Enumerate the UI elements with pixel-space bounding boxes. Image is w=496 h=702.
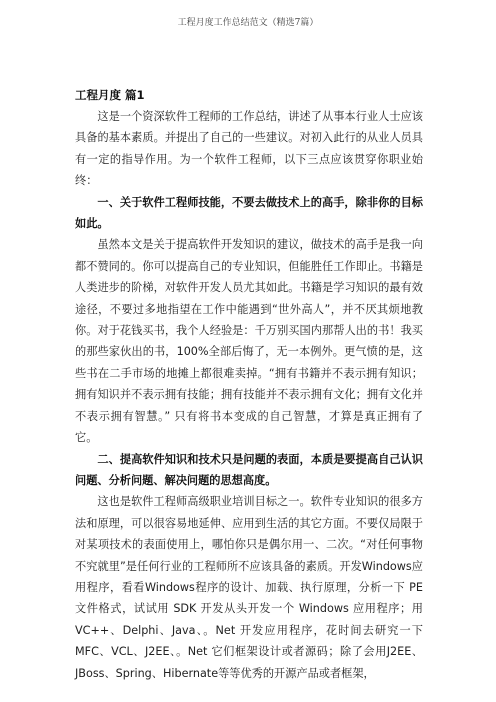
page-title: 工程月度工作总结范文（精选7篇）	[177, 18, 319, 28]
intro-paragraph: 这是一个资深软件工程师的工作总结，讲述了从事本行业人士应该具备的基本素质。并提出了自己的一些建议。对初入此行的从业人员具有一定的指导作用。为一个软件工程师，以下三点应该贯穿你职业始终：	[75, 110, 423, 188]
document-body	[75, 84, 423, 684]
point-one-heading: 一、关于软件工程师技能，不要去做技术上的高手，除非你的目标如此。	[75, 195, 423, 231]
point-one-paragraph: 虽然本文是关于提高软件开发知识的建议，做技术的高手是我一向都不赞同的。你可以提高自己的专业知识，但能胜任工作即止。书籍是人类进步的阶梯，对软件开发人员尤其如此。书籍是学习知识的最有效途径，不要过多地指望在工作中能遇到“世外高人”，并不厌其烦地教你。对于花钱买书，我个人经验是：千万别买国内那帮人出的书！我买的那些家伙出的书，100%全部后悔了，无一本例外。更气愤的是，这些书在二手市场的地摊上都很难卖掉。“拥有书籍并不表示拥有知识；拥有知识并不表示拥有技能；拥有技能并不表示拥有文化；拥有文化并不表示拥有智慧。” 只有将书本变成的自己智慧，才算是真正拥有了它。	[75, 238, 423, 445]
point-two-heading: 二、提高软件知识和技术只是问题的表面，本质是要提高自己认识问题、分析问题、解决问题的思想高度。	[75, 452, 423, 487]
section-heading: 工程月度 篇1	[75, 88, 145, 102]
point-two-paragraph: 这也是软件工程师高级职业培训目标之一。软件专业知识的很多方法和原理，可以很容易地延伸、应用到生活的其它方面。不要仅局限于对某项技术的表面使用上，哪怕你只是偶尔用一、二次。“对任何事物不究就里”是任何行业的工程师所不应该具备的素质。开发Windows应用程序，看看Windows程序的设计、加载、执行原理，分析一下 PE 文件格式，试试用 SDK 开发从头开发一个 Windows 应用程序；用 VC++、Delphi、Java、。Net 开发应用程序，花时间去研究一下 MFC、VCL、J2EE、。Net 它们框架设计或者源码；除了会用J2EE、JBoss、Spring、Hibernate等等优秀的开源产品或者框架，	[75, 495, 423, 680]
